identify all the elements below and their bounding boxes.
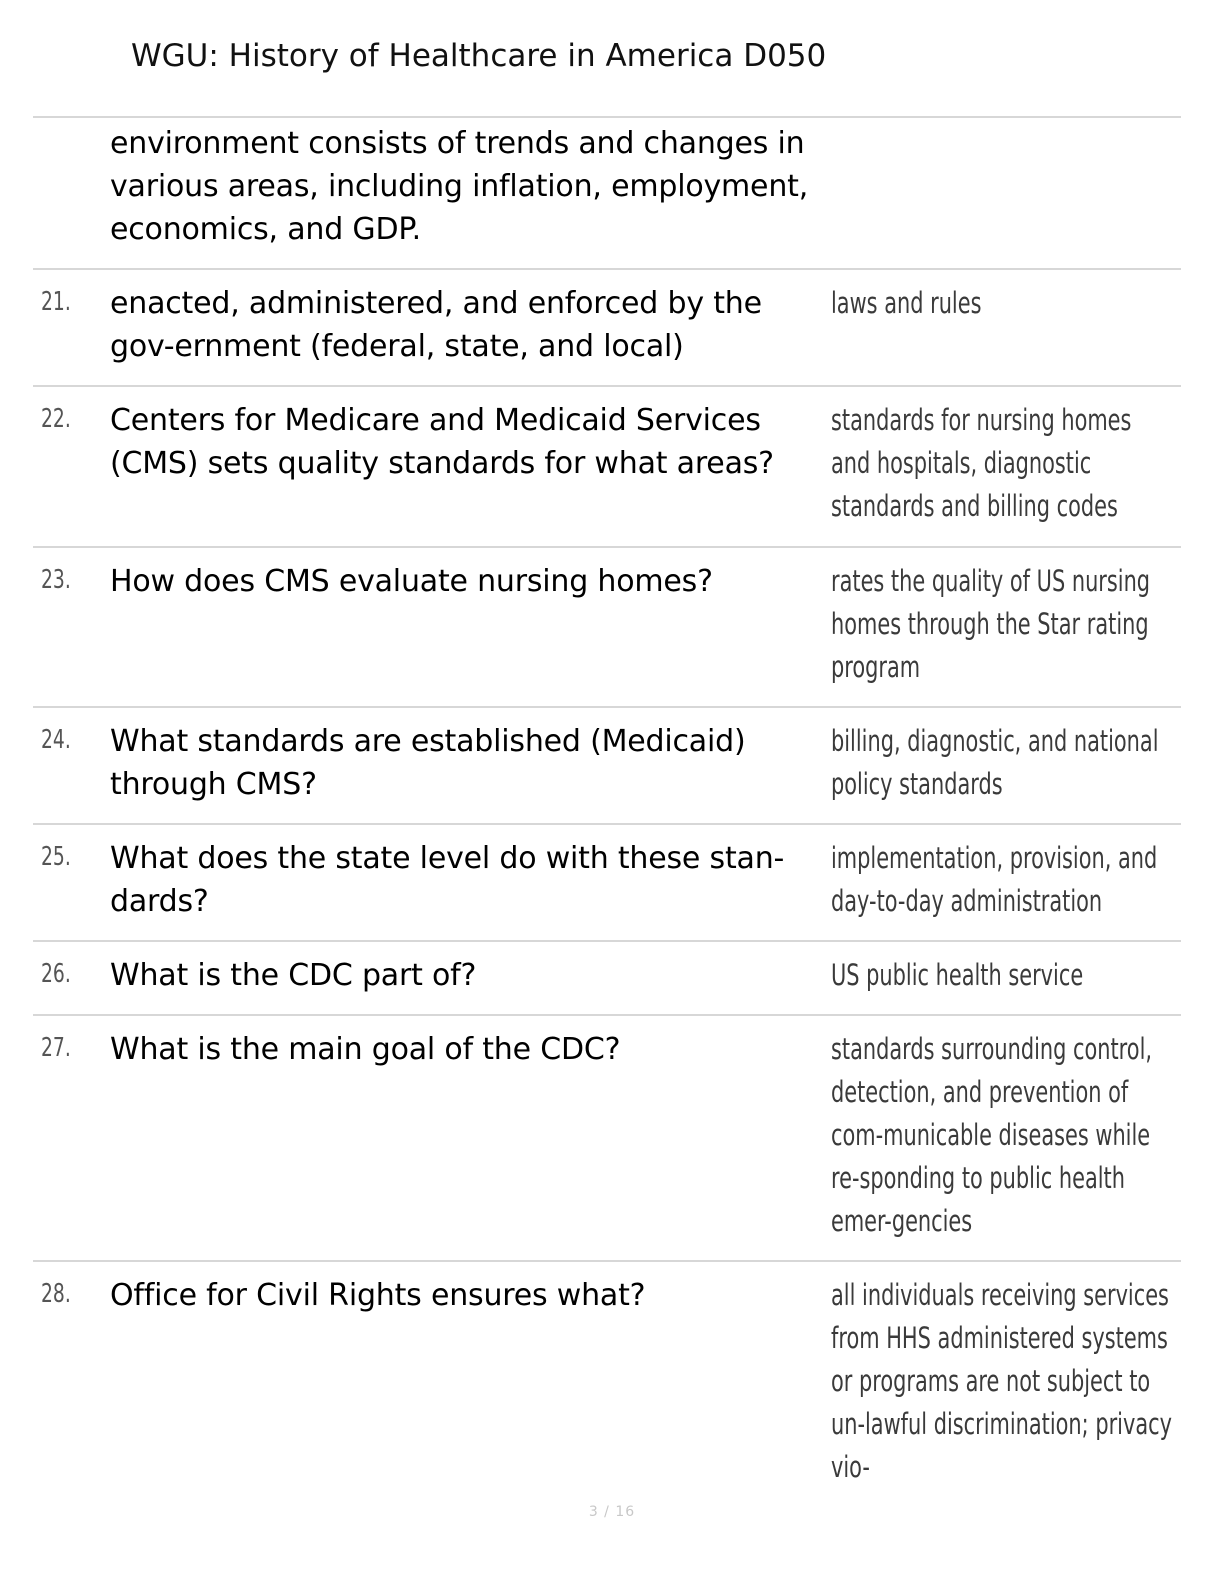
card-number: 27.: [41, 1033, 71, 1063]
flashcard-row: [33, 270, 1181, 387]
page-number: 3 / 16: [588, 1504, 636, 1520]
flashcard-list: [33, 116, 1181, 1484]
card-number: 23.: [41, 565, 71, 595]
card-definition: rates the quality of US nursing homes through the Star rating program: [831, 564, 1151, 684]
flashcard-row: [33, 387, 1181, 548]
card-term: What is the CDC part of?: [110, 958, 477, 993]
card-number: 25.: [41, 842, 71, 872]
flashcard-row: [33, 1262, 1181, 1484]
card-number: 24.: [41, 725, 71, 755]
card-definition: standards for nursing homes and hospitals, diagnostic standards and billing codes: [831, 403, 1132, 523]
flashcard-row: [33, 1016, 1181, 1262]
flashcard-row: [33, 708, 1181, 825]
card-definition: all individuals receiving services from HHS administered systems or programs are not subject to un-lawful discrimination; privacy vio-: [831, 1278, 1172, 1484]
card-definition: US public health service: [831, 958, 1084, 992]
card-number: 28.: [41, 1279, 71, 1309]
card-term: Centers for Medicare and Medicaid Services (CMS) sets quality standards for what areas?: [110, 403, 774, 481]
card-definition: laws and rules: [831, 286, 982, 320]
flashcard-row: [33, 942, 1181, 1016]
card-term: What is the main goal of the CDC?: [110, 1032, 621, 1067]
card-definition: implementation, provision, and day-to-day administration: [831, 841, 1158, 918]
card-term: enacted, administered, and enforced by the gov-ernment (federal, state, and local): [110, 286, 762, 364]
card-definition: billing, diagnostic, and national policy standards: [831, 724, 1159, 801]
flashcard-row: [33, 118, 1181, 270]
card-term: environment consists of trends and changes in various areas, including inflation, employment, economics, and GDP.: [110, 126, 809, 247]
card-term: What does the state level do with these stan-dards?: [110, 841, 785, 919]
card-definition: standards surrounding control, detection, and prevention of com-municable diseases while re-sponding to public health emer-gencies: [831, 1032, 1153, 1238]
card-number: 22.: [41, 404, 71, 434]
flashcard-row: [33, 548, 1181, 708]
card-number: 21.: [41, 287, 71, 317]
document-title: WGU: History of Healthcare in America D050: [131, 38, 827, 74]
card-term: How does CMS evaluate nursing homes?: [110, 564, 713, 599]
card-term: What standards are established (Medicaid) through CMS?: [110, 724, 746, 802]
card-number: 26.: [41, 959, 71, 989]
card-term: Office for Civil Rights ensures what?: [110, 1278, 646, 1313]
flashcard-row: [33, 825, 1181, 942]
